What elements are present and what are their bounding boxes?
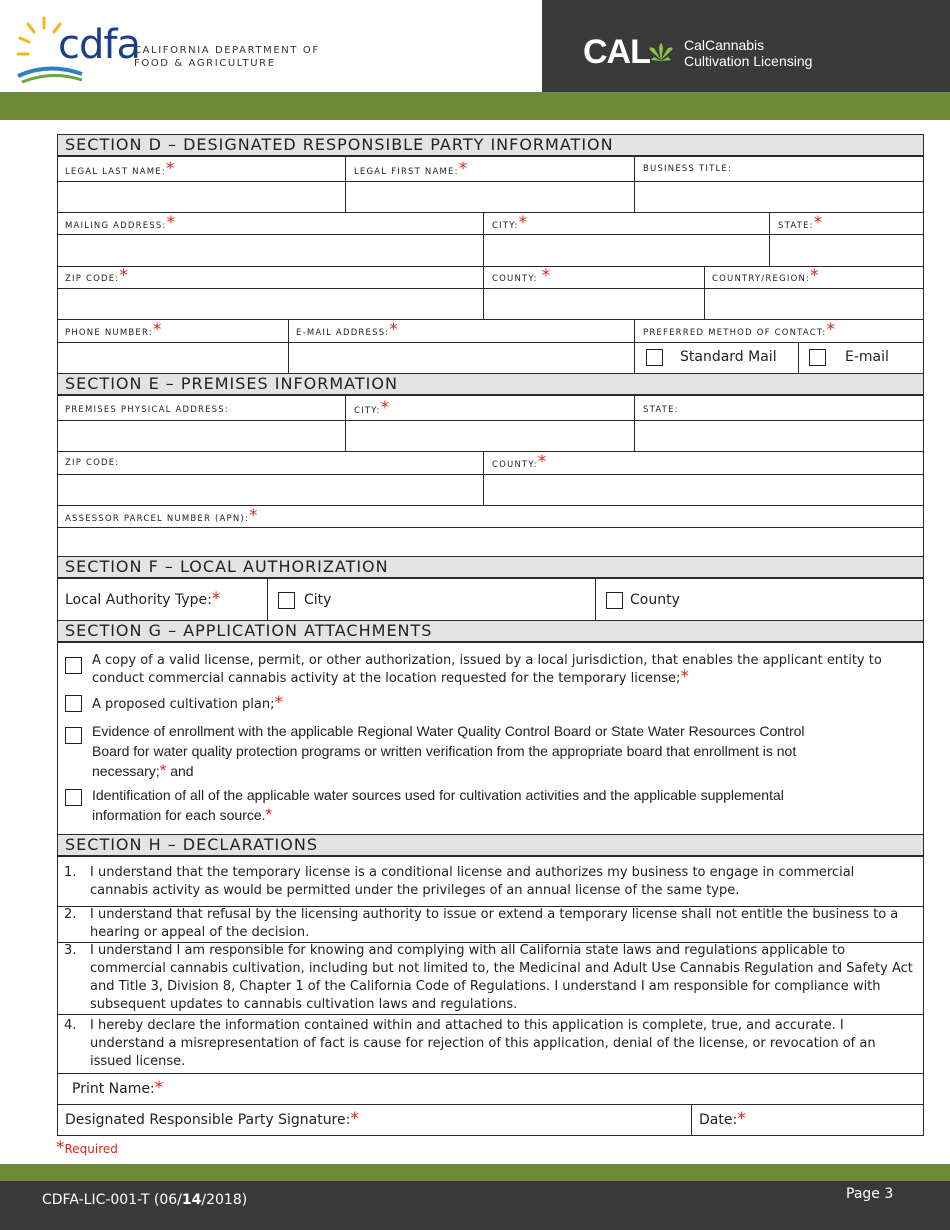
email-address-field[interactable] xyxy=(290,343,633,373)
local-authority-type-label: Local Authority Type:* xyxy=(65,589,221,609)
attachment-license-checkbox[interactable] xyxy=(65,657,82,674)
declaration-2-text: I understand that refusal by the licensing authority to issue or extend a temporary license shall not entitle the business to a hearing or appeal of the decision. xyxy=(90,907,899,940)
water-sources-line1: Identification of all of the applicable water sources used for cultivation activities and the applicable supplemental xyxy=(92,787,784,803)
section-f-title: SECTION F – LOCAL AUTHORIZATION xyxy=(57,556,924,578)
declaration-1-number: 1. xyxy=(64,865,77,880)
state-field[interactable] xyxy=(771,235,923,266)
divider xyxy=(704,266,705,320)
section-h-title: SECTION H – DECLARATIONS xyxy=(57,834,924,856)
section-d-title: SECTION D – DESIGNATED RESPONSIBLE PARTY INFORMATION xyxy=(57,134,924,156)
divider xyxy=(769,212,770,267)
divider xyxy=(798,342,799,374)
attachment-plan-text: A proposed cultivation plan;* xyxy=(92,693,284,713)
premises-state-label: STATE: xyxy=(643,405,679,415)
declaration-3-text: I understand I am responsible for knowing and complying with all California state laws and regulations applicable to commercial cannabis cultivation, including but not limited to, the Medicinal and Adult Use Cannabis Regulation and Safety Act and Title 3, Division 8, Chapter 1 of the California Code of Regulations. I understand I am responsible for compliance with subsequent updates to cannabis cultivation laws and regulations. xyxy=(90,943,913,1012)
city-field[interactable] xyxy=(485,235,768,266)
premises-state-field[interactable] xyxy=(636,421,923,451)
cal-subtitle xyxy=(684,37,812,69)
attachment-plan-checkbox[interactable] xyxy=(65,695,82,712)
preferred-contact-label: PREFERRED METHOD OF CONTACT:* xyxy=(643,320,837,340)
cdfa-dept-line2: FOOD & AGRICULTURE xyxy=(134,58,276,69)
declaration-4-text: I hereby declare the information contained within and attached to this application is complete, true, and accurate. I understand a misrepresentation of fact is cause for rejection of this application, denial of the license, or revocation of an issued license. xyxy=(90,1018,876,1069)
apn-field[interactable] xyxy=(58,528,923,556)
divider xyxy=(483,212,484,267)
business-title-label: BUSINESS TITLE: xyxy=(643,164,733,174)
legal-first-name-field[interactable] xyxy=(347,182,633,212)
mailing-address-label: MAILING ADDRESS:* xyxy=(65,213,177,233)
signature-label: Designated Responsible Party Signature:* xyxy=(65,1109,359,1129)
water-sources-line2: information for each source.* xyxy=(92,805,273,824)
state-label: STATE:* xyxy=(778,213,824,233)
cdfa-dept-line1: CALIFORNIA DEPARTMENT OF xyxy=(134,45,320,56)
attachment-water-board-checkbox[interactable] xyxy=(65,727,82,744)
premises-zip-field[interactable] xyxy=(58,475,482,505)
standard-mail-label: Standard Mail xyxy=(680,349,777,365)
standard-mail-checkbox[interactable] xyxy=(646,349,663,366)
water-board-line3: necessary;* and xyxy=(92,761,194,780)
legal-last-name-field[interactable] xyxy=(58,182,344,212)
premises-zip-label: ZIP CODE: xyxy=(65,458,120,468)
divider xyxy=(267,578,268,621)
declaration-4-number: 4. xyxy=(64,1018,77,1033)
premises-city-label: CITY:* xyxy=(354,398,391,418)
zip-code-field[interactable] xyxy=(58,289,482,319)
form-code: CDFA-LIC-001-T (06/14/2018) xyxy=(42,1192,248,1208)
legal-first-name-label: LEGAL FIRST NAME:* xyxy=(354,159,469,179)
signature-field[interactable] xyxy=(360,1105,690,1135)
declaration-1-text: I understand that the temporary license is a conditional license and authorizes my business to engage in commercial cannabis activity as would be permitted under the privileges of an annual license of the same type. xyxy=(90,865,855,898)
section-e-title: SECTION E – PREMISES INFORMATION xyxy=(57,373,924,395)
legal-last-name-label: LEGAL LAST NAME:* xyxy=(65,159,176,179)
divider xyxy=(345,395,346,452)
divider xyxy=(483,266,484,320)
divider xyxy=(634,156,635,213)
premises-county-field[interactable] xyxy=(485,475,923,505)
premises-county-label: COUNTY:* xyxy=(492,452,548,472)
header-accent-band xyxy=(0,92,950,120)
county-checkbox[interactable] xyxy=(606,592,623,609)
cdfa-logo-text: cdfa xyxy=(58,22,140,68)
print-name-label: Print Name:* xyxy=(72,1078,164,1098)
attachment-license-text xyxy=(92,652,922,688)
section-g-title: SECTION G – APPLICATION ATTACHMENTS xyxy=(57,620,924,642)
divider xyxy=(691,1104,692,1136)
phone-number-field[interactable] xyxy=(58,343,287,373)
email-checkbox[interactable] xyxy=(809,349,826,366)
county-label: COUNTY: * xyxy=(492,266,552,286)
email-option-label: E-mail xyxy=(845,349,889,365)
divider xyxy=(634,395,635,452)
date-label: Date:* xyxy=(699,1109,746,1129)
page-number: Page 3 xyxy=(846,1186,894,1202)
city-checkbox[interactable] xyxy=(278,592,295,609)
premises-address-label: PREMISES PHYSICAL ADDRESS: xyxy=(65,405,229,415)
county-option-label: County xyxy=(630,592,680,608)
declaration-3-number: 3. xyxy=(64,943,77,958)
divider xyxy=(595,578,596,621)
water-board-line2: Board for water quality protection programs or written verification from the appropriate board that enrollment is not xyxy=(92,743,797,759)
attachment-water-sources-text xyxy=(92,785,922,825)
phone-number-label: PHONE NUMBER:* xyxy=(65,320,163,340)
attachment-license-line2: conduct commercial cannabis activity at the location requested for the temporary license;* xyxy=(92,667,689,687)
attachment-water-sources-checkbox[interactable] xyxy=(65,789,82,806)
date-field[interactable] xyxy=(750,1105,923,1135)
attachment-water-board-text xyxy=(92,721,922,781)
country-region-field[interactable] xyxy=(706,289,923,319)
divider xyxy=(634,319,635,374)
cannabis-leaf-icon xyxy=(646,36,676,66)
declaration-2-number: 2. xyxy=(64,907,77,922)
divider xyxy=(345,156,346,213)
premises-address-field[interactable] xyxy=(58,421,344,451)
mailing-address-field[interactable] xyxy=(58,235,482,266)
city-label: CITY:* xyxy=(492,213,529,233)
zip-code-label: ZIP CODE:* xyxy=(65,266,130,286)
water-board-line1: Evidence of enrollment with the applicable Regional Water Quality Control Board or State Water Resources Control xyxy=(92,723,805,739)
county-field[interactable] xyxy=(485,289,703,319)
attachment-license-line1: A copy of a valid license, permit, or other authorization, issued by a local jurisdiction, that enables the applicant entity to xyxy=(92,653,882,668)
cal-sub-line2: Cultivation Licensing xyxy=(684,53,813,69)
required-note: *Required xyxy=(56,1138,118,1158)
email-address-label: E-MAIL ADDRESS:* xyxy=(296,320,400,340)
footer-accent-band xyxy=(0,1164,950,1181)
city-option-label: City xyxy=(304,592,332,608)
country-region-label: COUNTRY/REGION:* xyxy=(712,266,820,286)
cal-sub-line1: CalCannabis xyxy=(684,37,765,53)
divider xyxy=(483,451,484,506)
print-name-row[interactable] xyxy=(57,1073,924,1105)
premises-city-field[interactable] xyxy=(347,421,633,451)
apn-label: ASSESSOR PARCEL NUMBER (APN):* xyxy=(65,506,259,526)
cdfa-department-name xyxy=(134,44,320,70)
cal-logo-text: CAL xyxy=(583,33,650,71)
business-title-field[interactable] xyxy=(636,182,923,212)
divider xyxy=(288,319,289,374)
